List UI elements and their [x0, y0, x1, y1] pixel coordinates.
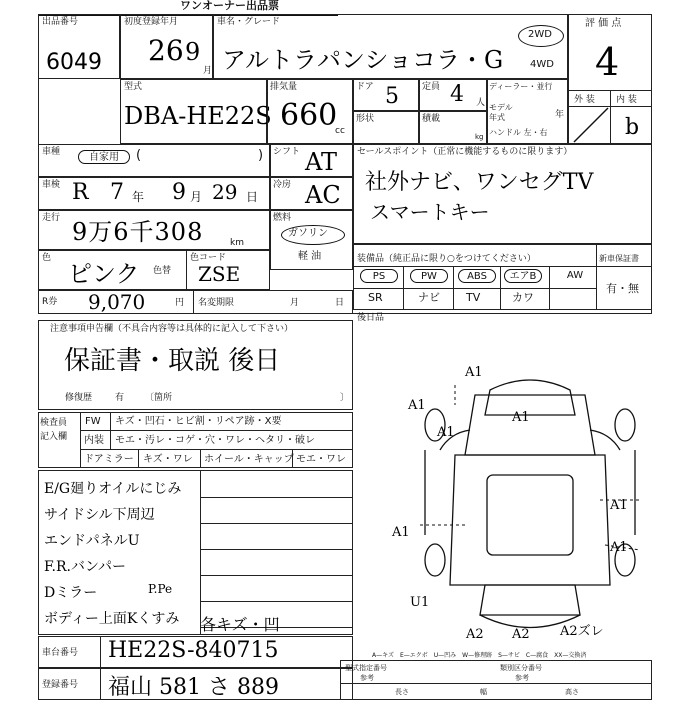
- remark-line: E/G廻りオイルにじみ: [44, 481, 182, 497]
- recycle-label: R券: [42, 297, 58, 307]
- recycle-value: 9,070: [88, 290, 146, 314]
- check-row3-label: ドアミラー: [84, 454, 134, 465]
- inspection-year-unit: 年: [132, 190, 145, 204]
- inspection-day: 29: [212, 180, 238, 204]
- inspection-month: 9: [172, 180, 186, 205]
- usage-cell: [38, 144, 270, 177]
- shift-label: シフト: [273, 147, 301, 157]
- damage-mark: A1: [512, 410, 530, 425]
- usage-value[interactable]: 自家用: [78, 150, 130, 164]
- color-label: 色: [42, 253, 52, 263]
- check-row3-extra: ホイール・キャップ: [204, 454, 294, 465]
- damage-mark: A1: [408, 398, 426, 413]
- chassis-label: 車台番号: [42, 648, 79, 658]
- notes-value: 保証書・取説 後日: [64, 346, 281, 376]
- equipment-item-row1[interactable]: AW: [566, 270, 584, 281]
- recycle-month-unit: 月: [290, 298, 300, 308]
- damage-mark: A2: [512, 627, 530, 642]
- equipment-new-value[interactable]: 有・無: [606, 282, 639, 295]
- footer-label3: 長さ: [395, 688, 409, 696]
- equipment-item-row2[interactable]: TV: [466, 291, 481, 304]
- repair-label: 修復歴: [65, 393, 93, 403]
- remark-line: サイドシル下周辺: [44, 507, 155, 523]
- damage-mark: U1: [410, 595, 430, 610]
- model-label: 型式: [124, 82, 143, 92]
- inspection-month-unit: 月: [190, 190, 203, 204]
- load-unit: kg: [475, 133, 484, 141]
- mileage-value: 9万6千308: [72, 218, 204, 246]
- equipment-item-row1[interactable]: PW: [410, 269, 448, 283]
- model-year-unit: 年: [555, 110, 565, 120]
- color-value: ピンク: [68, 260, 140, 288]
- equipment-item-row2[interactable]: ナビ: [418, 291, 440, 304]
- check-row1-items: キズ・凹石・ヒビ割・リペア跡・X要: [115, 416, 282, 427]
- dealer-label: ディーラー・並行: [489, 82, 553, 91]
- equipment-item-row2[interactable]: カワ: [512, 291, 534, 304]
- footer-sub2: 参考: [515, 674, 529, 682]
- header-title: ワンオーナー出品票: [180, 0, 279, 12]
- lot-label: 出品番号: [42, 17, 79, 27]
- mileage-label: 走行: [42, 213, 61, 223]
- remark-line: エンドパネルU: [44, 533, 140, 549]
- model-value: DBA-HE22S: [124, 102, 272, 130]
- grade-int-value: b: [625, 115, 640, 140]
- grade-int-label: 内 装: [616, 95, 637, 105]
- capacity-unit: 人: [476, 98, 486, 108]
- check-row2-label: 内装: [84, 435, 104, 446]
- inspection-day-unit: 日: [246, 190, 259, 204]
- first-reg-month-unit: 月: [203, 66, 213, 76]
- repair-value[interactable]: 有: [115, 393, 125, 403]
- damage-mark: A1: [610, 498, 628, 513]
- grade-ext-label: 外 装: [574, 95, 595, 105]
- model-year-label: モデル年式: [489, 103, 513, 122]
- shape-label: 形状: [356, 114, 375, 124]
- remark-line: Dミラー: [44, 585, 98, 601]
- door-label: ドア: [356, 82, 374, 92]
- equipment-label: 装備品（純正品に限り○をつけてください）: [357, 254, 536, 264]
- check-row2-items: モエ・汚レ・コゲ・穴・ワレ・ヘタリ・破レ: [115, 435, 315, 446]
- capacity-label: 定員: [422, 82, 441, 92]
- shift-value: AT: [305, 148, 338, 176]
- footer-label1: 型式指定番号: [345, 664, 387, 672]
- fuel-value[interactable]: ガソリン: [288, 228, 328, 239]
- handle-label: ハンドル 左・右: [489, 128, 548, 137]
- color-change-label: 色替: [153, 266, 172, 276]
- recycle-change-label: 名変期限: [198, 298, 235, 308]
- usage-paren-close: ): [258, 148, 264, 163]
- recycle-cell: [38, 290, 353, 314]
- footer-label5: 幅: [480, 688, 487, 696]
- equipment-item-row1[interactable]: エアB: [504, 269, 542, 283]
- inspector-label: 検査員: [40, 418, 68, 428]
- inspection-era: R: [72, 180, 89, 205]
- damage-mark: A1: [392, 525, 410, 540]
- car-name-label: 車名・グレード: [217, 17, 281, 27]
- displacement-label: 排気量: [270, 82, 298, 92]
- recycle-unit: 円: [175, 298, 185, 308]
- fuel-label: 燃料: [273, 213, 292, 223]
- car-name-value: アルトラパンショコラ・G: [222, 46, 504, 74]
- grade-ext-slash: [570, 106, 610, 144]
- drive-4wd[interactable]: 4WD: [530, 59, 554, 70]
- first-reg-label: 初度登録年月: [124, 17, 179, 27]
- displacement-unit: cc: [335, 126, 345, 136]
- drive-2wd[interactable]: 2WD: [528, 29, 552, 40]
- footer-sub1: 参考: [360, 674, 374, 682]
- inspection-label: 車検: [42, 180, 61, 190]
- damage-mark: A1: [465, 365, 483, 380]
- sales-point-line1: 社外ナビ、ワンセグTV: [365, 170, 594, 195]
- equipment-item-row1[interactable]: ABS: [458, 269, 496, 283]
- check-row1-label: FW: [85, 416, 101, 427]
- fuel-alt[interactable]: 軽 油: [298, 251, 322, 262]
- later-label: 後日品: [357, 313, 385, 323]
- first-reg-year: 26: [148, 34, 184, 67]
- lot-number: 6049: [46, 50, 102, 75]
- color-code-value: ZSE: [198, 262, 241, 286]
- footer-label2: 類別区分番号: [500, 664, 542, 672]
- footer-label4: 高さ: [565, 688, 579, 696]
- displacement-value: 660: [280, 98, 338, 133]
- first-reg-month: 9: [185, 38, 201, 66]
- grade-value: 4: [595, 40, 620, 84]
- check-row3-last: モエ・ワレ: [296, 454, 346, 465]
- diagram-legend: A—キズ E—エクボ U—凹み W—修理跡 S—サビ C—腐食 XX—交換済: [372, 652, 587, 659]
- repair-close: 〕: [340, 393, 350, 403]
- sales-point-label: セールスポイント（正常に機能するものに限ります）: [357, 147, 573, 157]
- notes-label: 注意事項申告欄（不具合内容等は具体的に記入して下さい）: [50, 324, 294, 334]
- ac-label: 冷房: [273, 180, 292, 190]
- grade-label: 評 価 点: [585, 18, 622, 29]
- damage-mark: A1: [437, 425, 455, 440]
- damage-mark: A2ズレ: [560, 624, 604, 639]
- damage-mark: A1: [610, 540, 628, 555]
- remark-line: ボディー上面Kくすみ: [44, 611, 180, 627]
- sales-point-line2: スマートキー: [370, 200, 490, 224]
- chassis-value: HE22S-840715: [108, 638, 279, 663]
- remark-body-extra: 各キズ・凹: [200, 615, 280, 634]
- remark-line: F.R.バンパー: [44, 559, 126, 575]
- color-code-label: 色コード: [190, 253, 227, 263]
- repair-part: 〔箇所: [145, 393, 173, 403]
- ac-value: AC: [305, 181, 341, 209]
- equipment-new-label: 新車保証書: [599, 254, 639, 263]
- damage-mark: A2: [466, 627, 484, 642]
- check-row3-items: キズ・ワレ: [143, 454, 193, 465]
- recycle-day-unit: 日: [335, 298, 345, 308]
- inspection-year: 7: [110, 180, 124, 205]
- record-label: 記入欄: [40, 432, 68, 442]
- load-label: 積載: [422, 114, 441, 124]
- equipment-item-row1[interactable]: PS: [360, 269, 398, 283]
- plate-label: 登録番号: [42, 680, 79, 690]
- mileage-unit: km: [230, 238, 244, 248]
- remark-bumper-extra: P.Pe: [148, 582, 173, 596]
- plate-value: 福山 581 さ 889: [108, 675, 279, 700]
- door-value: 5: [385, 84, 399, 109]
- equipment-item-row2[interactable]: SR: [368, 291, 383, 304]
- capacity-value: 4: [450, 82, 464, 107]
- usage-label: 車種: [42, 147, 61, 157]
- usage-paren-open: (: [136, 148, 142, 163]
